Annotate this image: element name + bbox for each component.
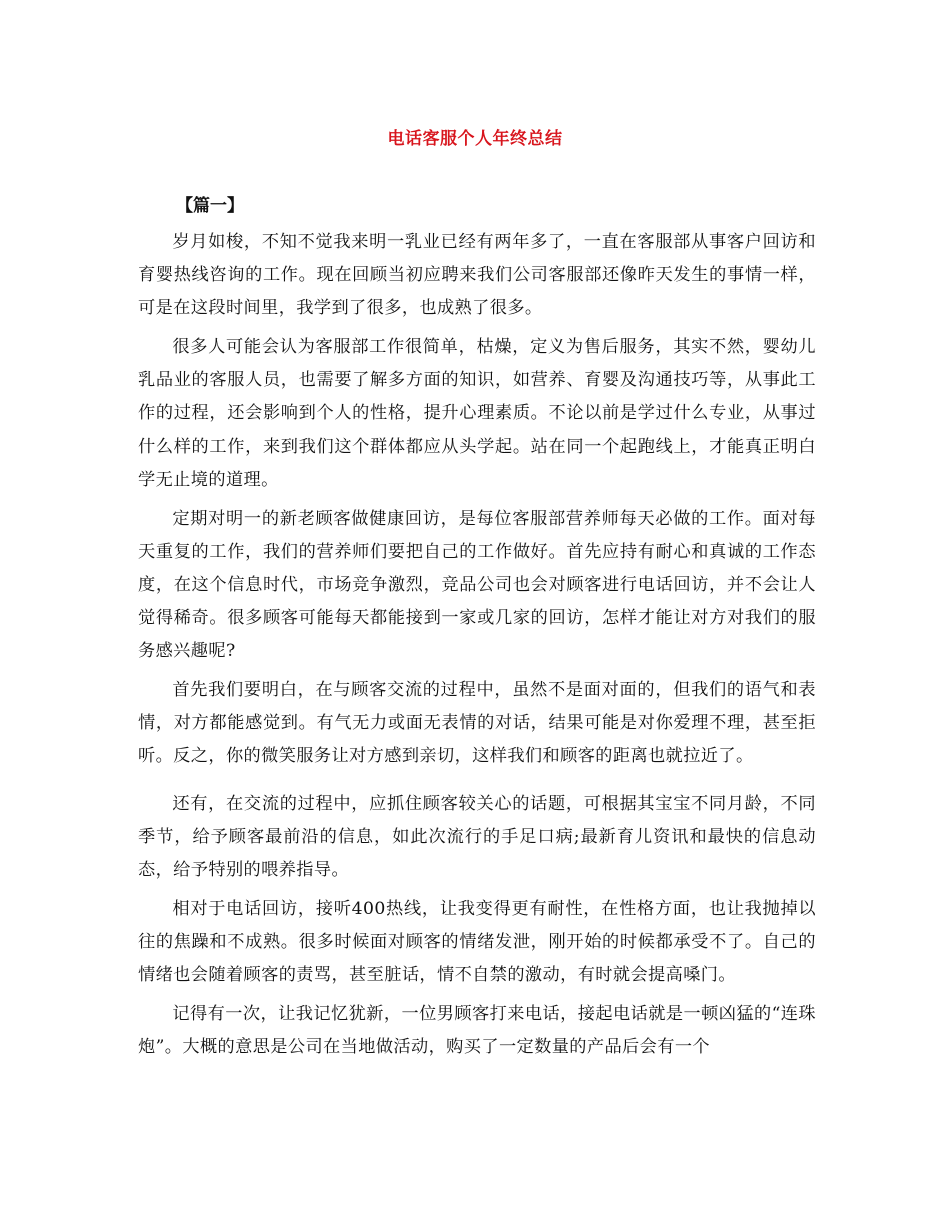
paragraph: 相对于电话回访，接听400热线，让我变得更有耐性，在性格方面，也让我抛掉以往的焦躁和不成熟。很多时候面对顾客的情绪发泄，刚开始的时候都承受不了。自己的情绪也会随着顾客的责骂，甚至脏话，情不自禁的激动，有时就会提高嗓门。	[138, 898, 816, 985]
document-title: 电话客服个人年终总结	[387, 129, 563, 149]
paragraph: 很多人可能会认为客服部工作很简单，枯燥，定义为售后服务，其实不然，婴幼儿乳品业的客服人员，也需要了解多方面的知识，如营养、育婴及沟通技巧等，从事此工作的过程，还会影响到个人的性格，提升心理素质。不论以前是学过什么专业，从事过什么样的工作，来到我们这个群体都应从头学起。站在同一个起跑线上，才能真正明白学无止境的道理。	[138, 337, 816, 490]
paragraph: 首先我们要明白，在与顾客交流的过程中，虽然不是面对面的，但我们的语气和表情，对方都能感觉到。有气无力或面无表情的对话，结果可能是对你爱理不理，甚至拒听。反之，你的微笑服务让对方感到亲切，这样我们和顾客的距离也就拉近了。	[138, 680, 816, 767]
paragraph: 岁月如梭，不知不觉我来明一乳业已经有两年多了，一直在客服部从事客户回访和育婴热线咨询的工作。现在回顾当初应聘来我们公司客服部还像昨天发生的事情一样，可是在这段时间里，我学到了很多，也成熟了很多。	[138, 232, 816, 319]
document-body	[138, 226, 816, 1070]
paragraph: 定期对明一的新老顾客做健康回访，是每位客服部营养师每天必做的工作。面对每天重复的工作，我们的营养师们要把自己的工作做好。首先应持有耐心和真诚的工作态度，在这个信息时代，市场竞争激烈，竞品公司也会对顾客进行电话回访，并不会让人觉得稀奇。很多顾客可能每天都能接到一家或几家的回访，怎样才能让对方对我们的服务感兴趣呢?	[138, 508, 816, 662]
paragraph: 记得有一次，让我记忆犹新，一位男顾客打来电话，接起电话就是一顿凶猛的“连珠炮”。大概的意思是公司在当地做活动，购买了一定数量的产品后会有一个	[138, 1004, 816, 1058]
section-label: 【篇一】	[176, 196, 244, 216]
paragraph: 还有，在交流的过程中，应抓住顾客较关心的话题，可根据其宝宝不同月龄，不同季节，给予顾客最前沿的信息，如此次流行的手足口病;最新育儿资讯和最快的信息动态，给予特别的喂养指导。	[138, 793, 816, 880]
